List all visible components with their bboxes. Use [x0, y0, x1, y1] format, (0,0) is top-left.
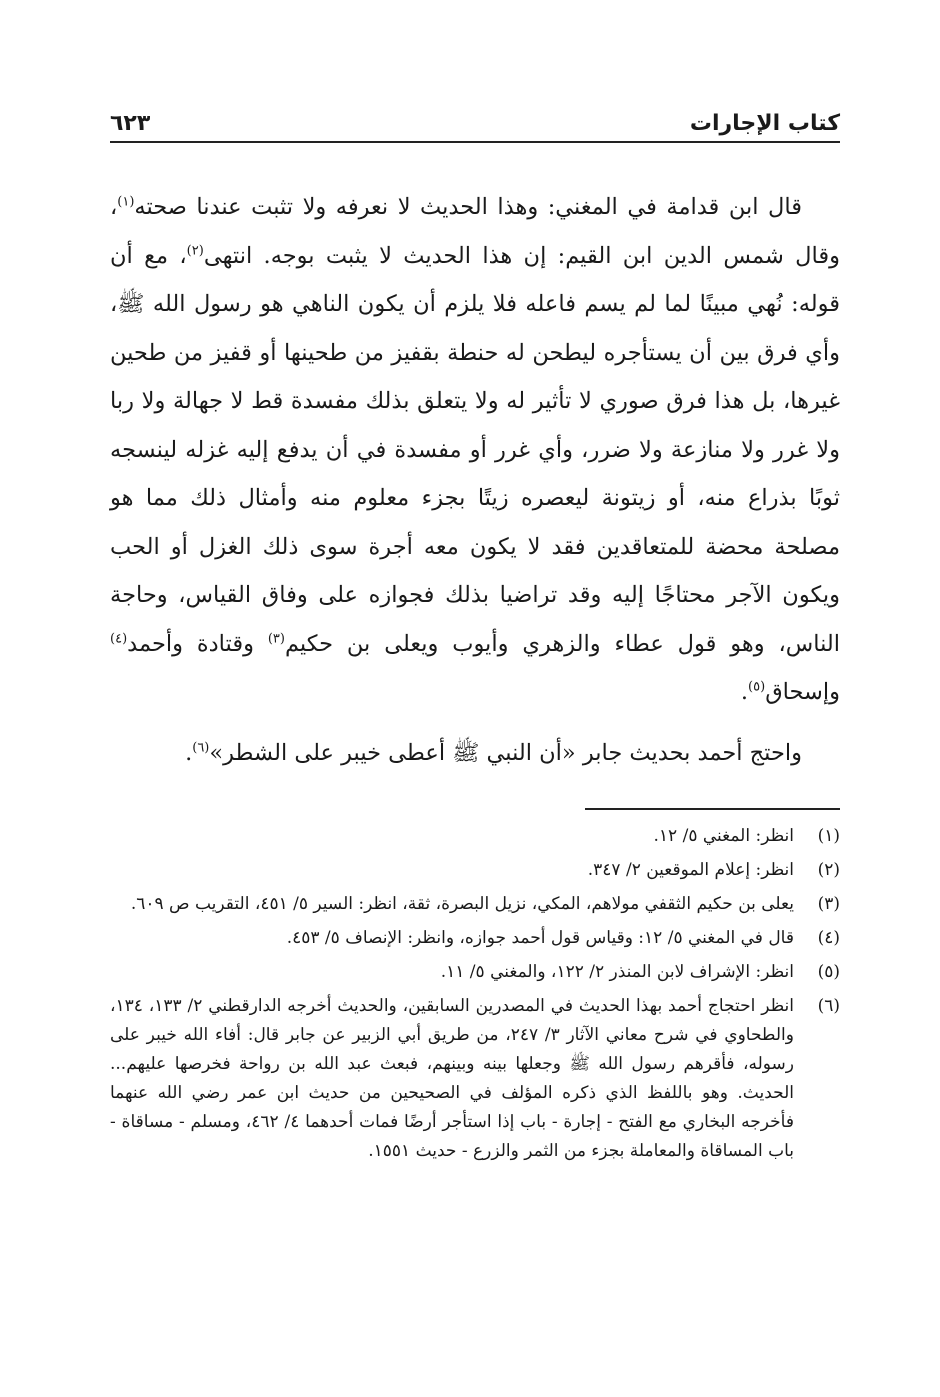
footnote: [110, 958, 840, 987]
footnote-ref-2[interactable]: (٢): [186, 243, 204, 258]
footnote-number: (١): [817, 826, 840, 846]
footnote-text: يعلى بن حكيم الثقفي مولاهم، المكي، نزيل البصرة، ثقة، انظر: السير ٥/ ٤٥١، التقريب ص ٦٠٩.: [130, 894, 794, 914]
text-run: قال ابن قدامة في المغني: وهذا الحديث لا نعرفه ولا تثبت عندنا صحته: [134, 194, 802, 220]
footnote: [110, 924, 840, 953]
footnote-text: انظر احتجاج أحمد بهذا الحديث في المصدرين السابقين، والحديث أخرجه الدارقطني ٢/ ١٣٣، ١٣٤، والطحاوي في شرح معاني الآثار ٣/ ٢٤٧، من طريق أبي الزبير عن جابر قال: أفاء الله خيبر على رسوله، فأقرهم رسول الله ﷺ وجعلها بينه وبينهم، فبعث عبد الله بن رواحة فخرصها عليهم... الحديث. وهو باللفظ الذي ذكره المؤلف في الصحيحين من حديث ابن عمر رضي الله عنهما فأخرجه البخاري مع الفتح - إجارة - باب إذا استأجر أرضًا فمات أحدهما ٤/ ٤٦٢، ومسلم - مساقاة - باب المساقاة والمعاملة بجزء من الثمر والزرع - حديث ١٥٥١.: [110, 996, 794, 1161]
text-run: .: [185, 739, 193, 766]
footnote-number: (٦): [817, 996, 840, 1016]
footnotes: [110, 822, 840, 1171]
text-run: ، وقال شمس الدين ابن القيم: إن هذا الحديث لا يثبت بوجه. انتهى: [110, 194, 840, 269]
footnote-ref-1[interactable]: (١): [117, 194, 135, 210]
footnote: [110, 890, 840, 919]
footnote-ref-5[interactable]: (٥): [748, 679, 766, 695]
footnote-ref-6[interactable]: (٦): [192, 740, 210, 755]
footnote-number: (٤): [817, 928, 840, 948]
main-text: [110, 183, 840, 777]
footnote-text: انظر: المغني ٥/ ١٢.: [653, 826, 794, 846]
footnote-number: (٥): [817, 962, 840, 982]
text-run: واحتج أحمد بحديث جابر «أن النبي ﷺ أعطى خيبر على الشطر»: [209, 739, 802, 766]
footnote-number: (٣): [817, 894, 840, 914]
header-divider: [110, 141, 840, 143]
footnote: [110, 992, 840, 1166]
chapter-title: كتاب الإجارات: [689, 111, 840, 136]
footnote-text: قال في المغني ٥/ ١٢: وقياس قول أحمد جوازه، وانظر: الإنصاف ٥/ ٤٥٣.: [286, 928, 794, 948]
footnote-ref-3[interactable]: (٣): [267, 631, 285, 646]
footnote-text: انظر: إعلام الموقعين ٢/ ٣٤٧.: [587, 860, 794, 880]
footnote-text: انظر: الإشراف لابن المنذر ٢/ ١٢٢، والمغني ٥/ ١١.: [440, 962, 794, 982]
text-run: .: [740, 679, 749, 705]
paragraph-2: [110, 729, 840, 778]
footnote-divider: [585, 808, 840, 810]
book-page: [110, 0, 840, 1397]
text-run: وقتادة وأحمد: [127, 630, 268, 657]
footnote: [110, 822, 840, 851]
footnote-ref-4[interactable]: (٤): [110, 631, 128, 646]
paragraph-1: [110, 183, 840, 717]
page-number: ٦٢٣: [110, 111, 151, 136]
footnote: [110, 856, 840, 885]
page-header: [110, 96, 840, 136]
footnote-number: (٢): [817, 860, 840, 880]
text-run: وإسحاق: [765, 679, 840, 705]
text-run: ، مع أن قوله: نُهي مبينًا لما لم يسم فاعله فلا يلزم أن يكون الناهي هو رسول الله ﷺ، وأي فرق بين أن يستأجره ليطحن له حنطة بقفيز من طحينها أو قفيز من طحين غيرها، بل هذا فرق صوري لا تأثير له ولا يتعلق بذلك مفسدة قط لا جهالة ولا ربا ولا غرر ولا منازعة ولا ضرر، وأي غرر أو مفسدة في أن يدفع إليه غزله لينسجه ثوبًا بذراع منه، أو زيتونة ليعصره زيتًا بجزء معلوم منه وأمثال ذلك مما هو مصلحة محضة للمتعاقدين فقد لا يكون معه أجرة سوى ذلك الغزل أو الحب ويكون الآجر محتاجًا إليه وقد تراضيا بذلك فجوازه على وفاق القياس، وحاجة الناس، وهو قول عطاء والزهري وأيوب ويعلى بن حكيم: [110, 242, 840, 657]
